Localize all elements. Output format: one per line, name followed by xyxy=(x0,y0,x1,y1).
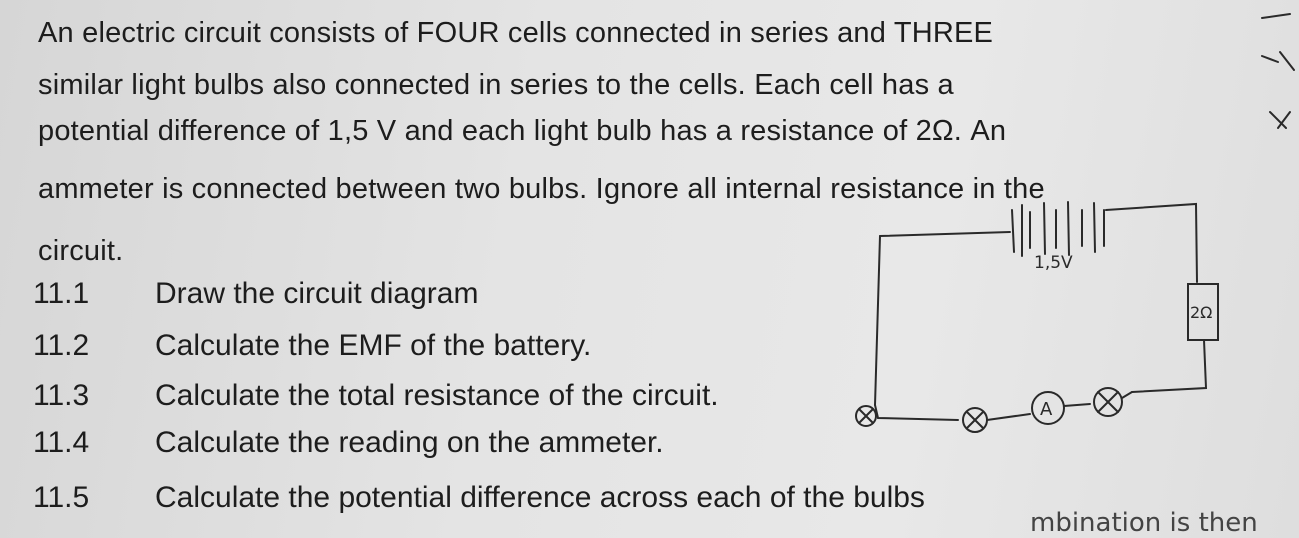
question-text: Calculate the potential difference across each of the bulbs xyxy=(155,481,925,514)
question-text: Calculate the reading on the ammeter. xyxy=(155,426,664,459)
next-page-fragment: mbination is then xyxy=(1030,508,1258,538)
paragraph-line-4: ammeter is connected between two bulbs. Ignore all internal resistance in the xyxy=(38,173,1045,205)
question-text: Draw the circuit diagram xyxy=(155,277,479,310)
paragraph-line-1: An electric circuit consists of FOUR cells connected in series and THREE xyxy=(38,17,994,49)
question-number: 11.2 xyxy=(33,329,90,362)
question-number: 11.1 xyxy=(33,277,90,310)
paragraph-line-3: potential difference of 1,5 V and each light bulb has a resistance of 2Ω. An xyxy=(38,115,1007,147)
resistor-label: 2Ω xyxy=(1190,303,1213,322)
question-text: Calculate the EMF of the battery. xyxy=(155,329,592,362)
question-11-4 xyxy=(33,425,664,461)
question-number: 11.3 xyxy=(33,379,90,412)
question-text: Calculate the total resistance of the circuit. xyxy=(155,379,719,412)
paragraph-line-5: circuit. xyxy=(38,235,124,267)
paragraph-line-2: similar light bulbs also connected in series to the cells. Each cell has a xyxy=(38,69,954,101)
battery-label: 1,5V xyxy=(1034,253,1073,273)
question-11-2 xyxy=(33,328,591,364)
question-11-1 xyxy=(33,276,478,312)
ammeter-label: A xyxy=(1040,399,1053,420)
question-11-5 xyxy=(33,480,925,516)
question-11-3 xyxy=(33,378,719,414)
question-number: 11.4 xyxy=(33,426,90,459)
question-number: 11.5 xyxy=(33,481,90,514)
